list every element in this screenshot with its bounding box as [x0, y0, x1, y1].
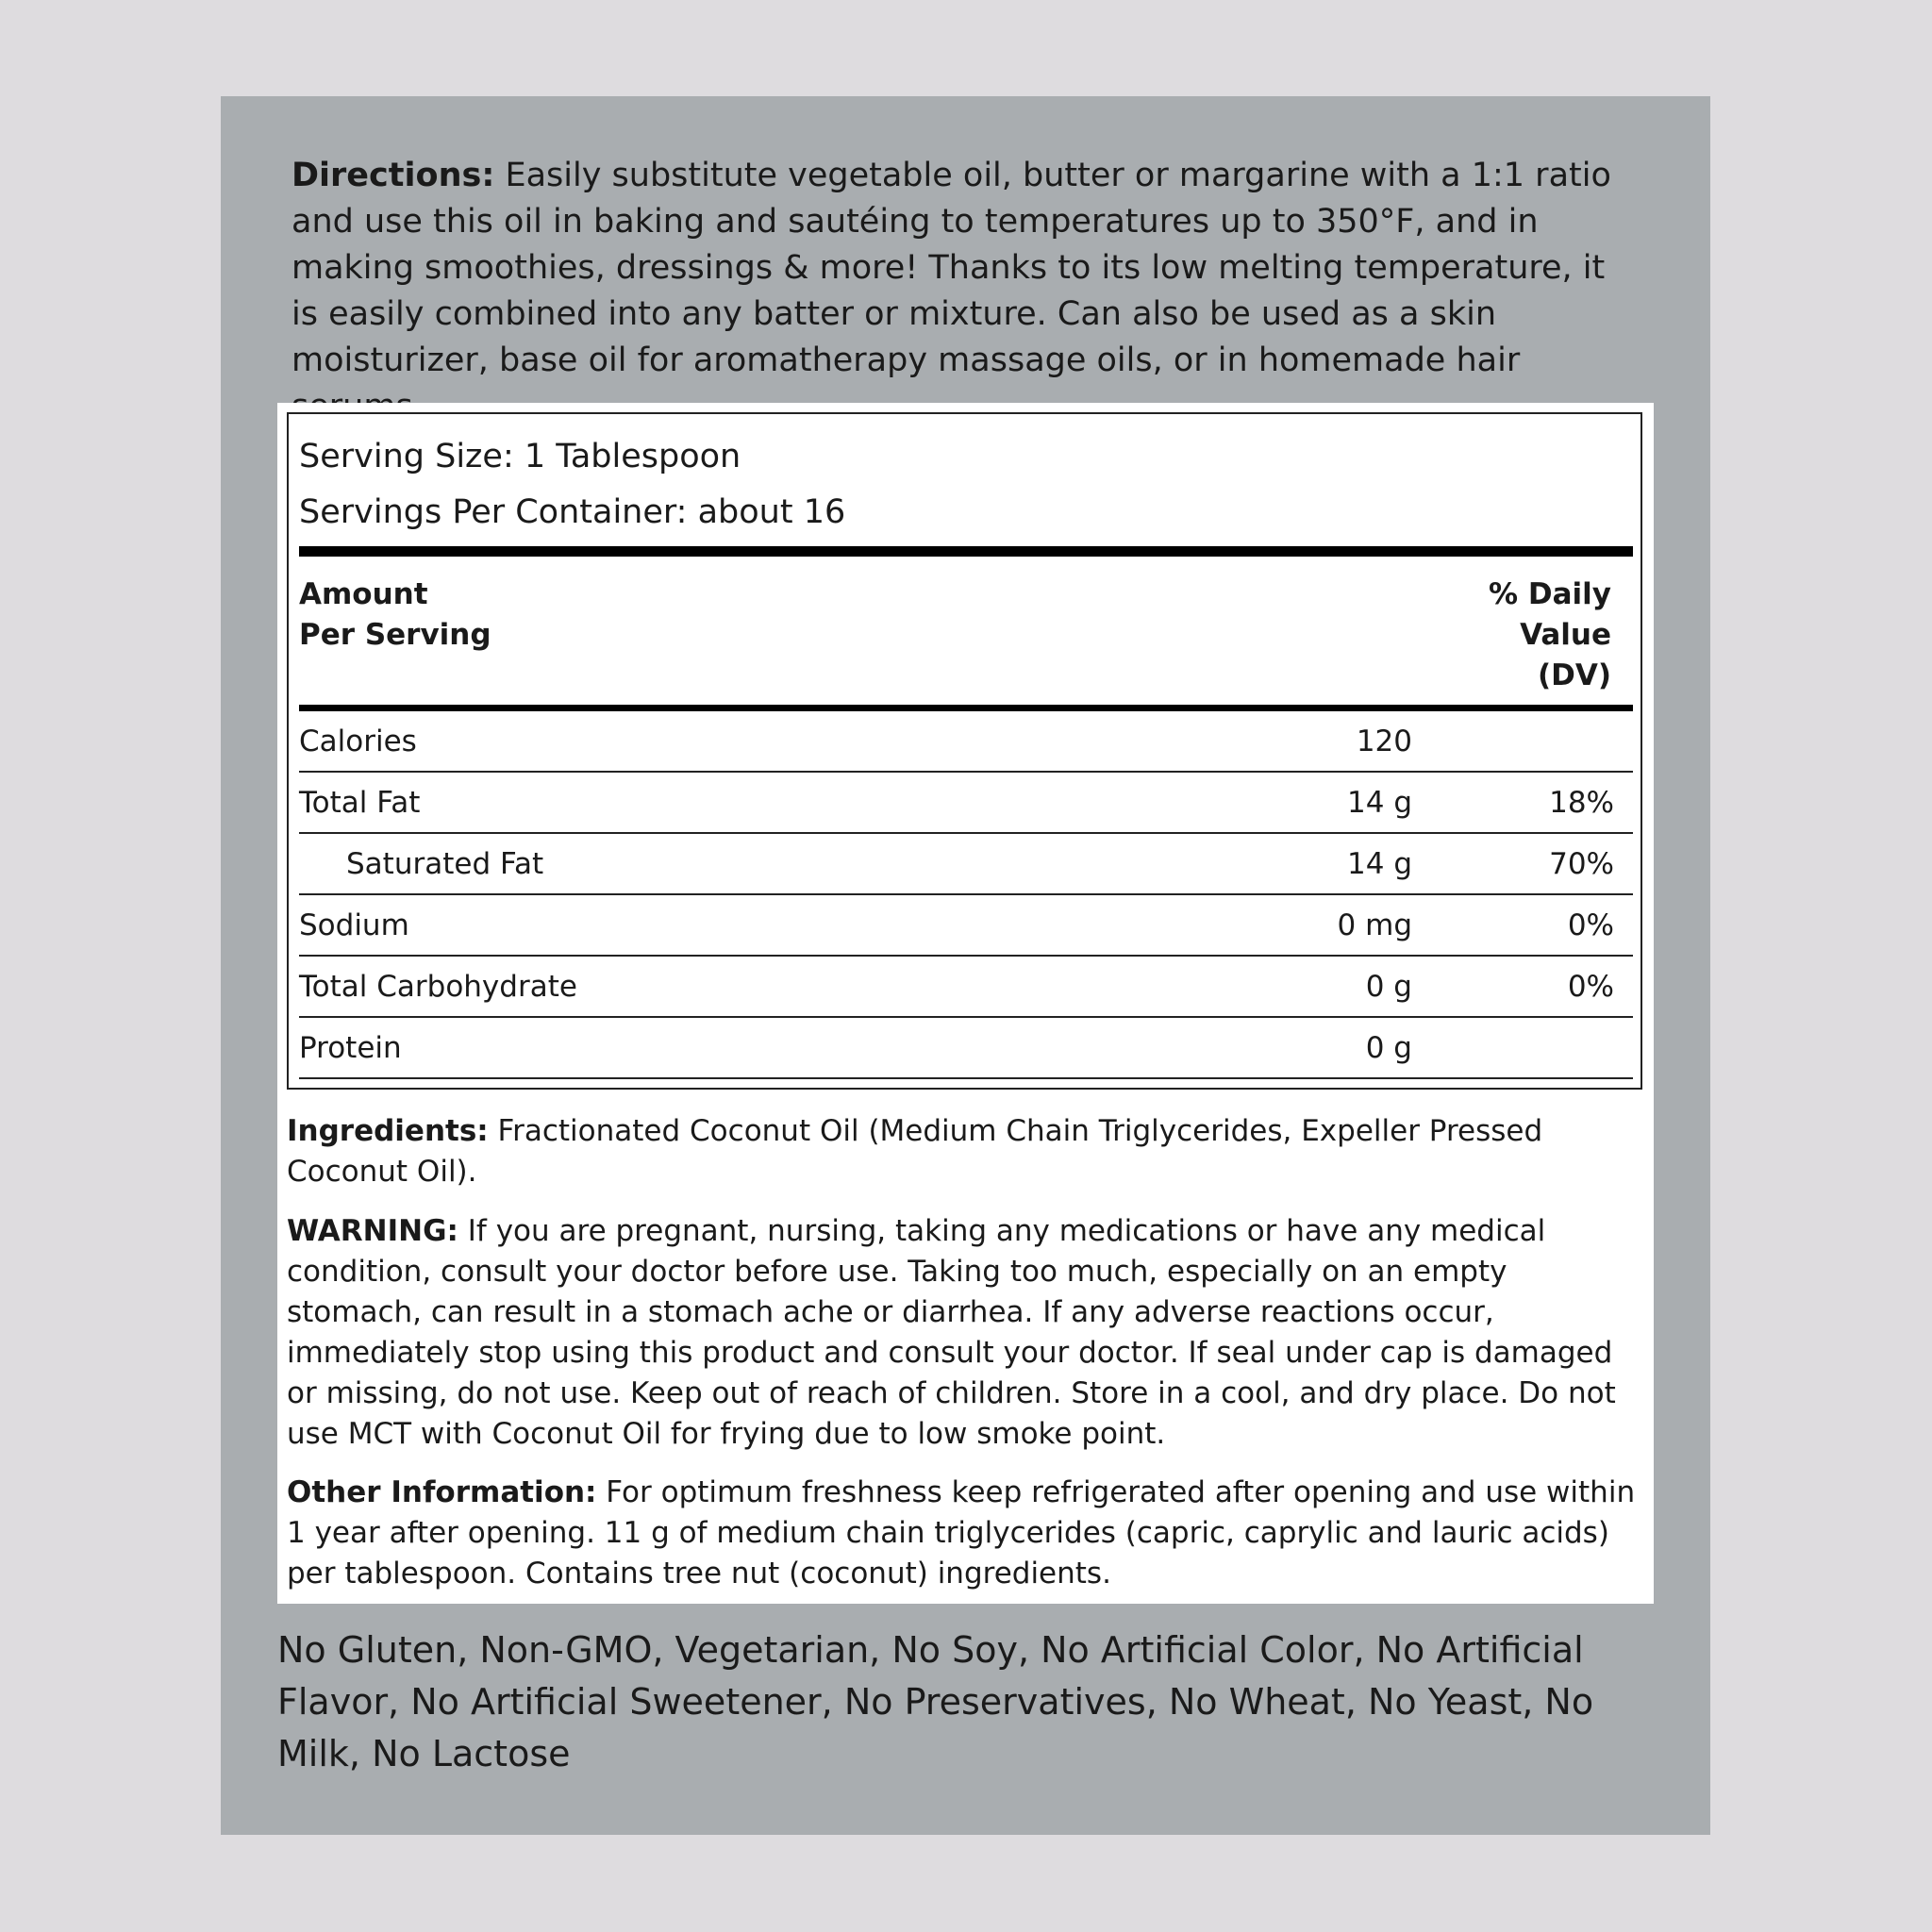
nutrient-name: Total Carbohydrate — [299, 970, 577, 1004]
nutrient-row-saturated-fat — [299, 834, 1633, 895]
warning-body: If you are pregnant, nursing, taking any medications or have any medical condition, consult your doctor before use. Taking too much, especially on an empty stomach, can result in a stomach ache or diarrhea. If any adverse reactions occur, immediately stop using this product and consult your doctor. If seal under cap is damaged or missing, do not use. Keep out of reach of children. Store in a cool, and dry place. Do not use MCT with Coconut Oil for frying due to low smoke point. — [287, 1214, 1616, 1451]
directions-text — [291, 153, 1641, 430]
warning-text — [287, 1211, 1642, 1455]
nutrient-amount: 0 mg — [1337, 908, 1412, 942]
amount-per-serving-header — [299, 575, 491, 656]
nutrient-dv: 18% — [1549, 786, 1614, 820]
thick-divider-top — [299, 546, 1633, 557]
nutrient-row-total-carbohydrate — [299, 957, 1633, 1018]
nutrition-facts-table — [287, 412, 1642, 1090]
header-dv: (DV) — [1537, 658, 1611, 692]
serving-size: Serving Size: 1 Tablespoon — [299, 438, 741, 475]
nutrient-amount: 120 — [1356, 724, 1412, 758]
nutrient-name: Calories — [299, 724, 417, 758]
nutrient-name: Total Fat — [299, 786, 421, 820]
servings-per-container: Servings Per Container: about 16 — [299, 493, 846, 531]
free-from-claims: No Gluten, Non-GMO, Vegetarian, No Soy, No Artificial Color, No Artificial Flavor, No Artificial Sweetener, No Preservatives, No Wheat, No Yeast, No Milk, No Lactose — [277, 1629, 1594, 1774]
directions-label: Directions: — [291, 157, 495, 194]
nutrient-amount: 14 g — [1347, 786, 1412, 820]
nutrient-row-protein — [299, 1018, 1633, 1079]
nutrient-name: Saturated Fat — [346, 847, 544, 881]
ingredients-text — [287, 1111, 1642, 1192]
nutrient-amount: 0 g — [1365, 1031, 1412, 1065]
nutrient-amount: 0 g — [1365, 970, 1412, 1004]
directions-body: Easily substitute vegetable oil, butter or margarine with a 1:1 ratio and use this oil in baking and sautéing to temperatures up to 350°F, and in making smoothies, dressings & more! Thanks to its low melting temperature, it is easily combined into any batter or mixture. Can also be used as a skin moisturizer, base oil for aromatherapy massage oils, or in homemade hair — [291, 157, 1611, 379]
ingredients-body: Fractionated Coconut Oil (Medium Chain Triglycerides, Expeller Pressed Coconut Oil). — [287, 1114, 1543, 1189]
nutrient-row-total-fat — [299, 773, 1633, 834]
header-per-serving: Per Serving — [299, 618, 491, 652]
other-information-body: For optimum freshness keep refrigerated after opening and use within 1 year after opening. 11 g of medium chain triglycerides (capric, caprylic and lauric acids) per tablespoon. Contains tree nut (coconut) ingredients. — [287, 1475, 1636, 1591]
nutrient-dv: 0% — [1567, 908, 1614, 942]
other-information-label: Other Information: — [287, 1475, 597, 1509]
header-amount: Amount — [299, 577, 428, 611]
nutrient-row-sodium — [299, 895, 1633, 957]
thick-divider-header — [299, 705, 1633, 711]
nutrient-name: Sodium — [299, 908, 409, 942]
header-value: Value — [1520, 618, 1611, 652]
nutrient-dv: 0% — [1567, 970, 1614, 1004]
nutrient-row-calories — [299, 711, 1633, 773]
ingredients-label: Ingredients: — [287, 1114, 489, 1148]
header-daily: % Daily — [1489, 577, 1611, 611]
nutrient-amount: 14 g — [1347, 847, 1412, 881]
warning-label: WARNING: — [287, 1214, 458, 1248]
nutrient-name: Protein — [299, 1031, 402, 1065]
nutrient-dv: 70% — [1549, 847, 1614, 881]
other-information-text — [287, 1473, 1642, 1594]
daily-value-header — [1489, 575, 1611, 696]
